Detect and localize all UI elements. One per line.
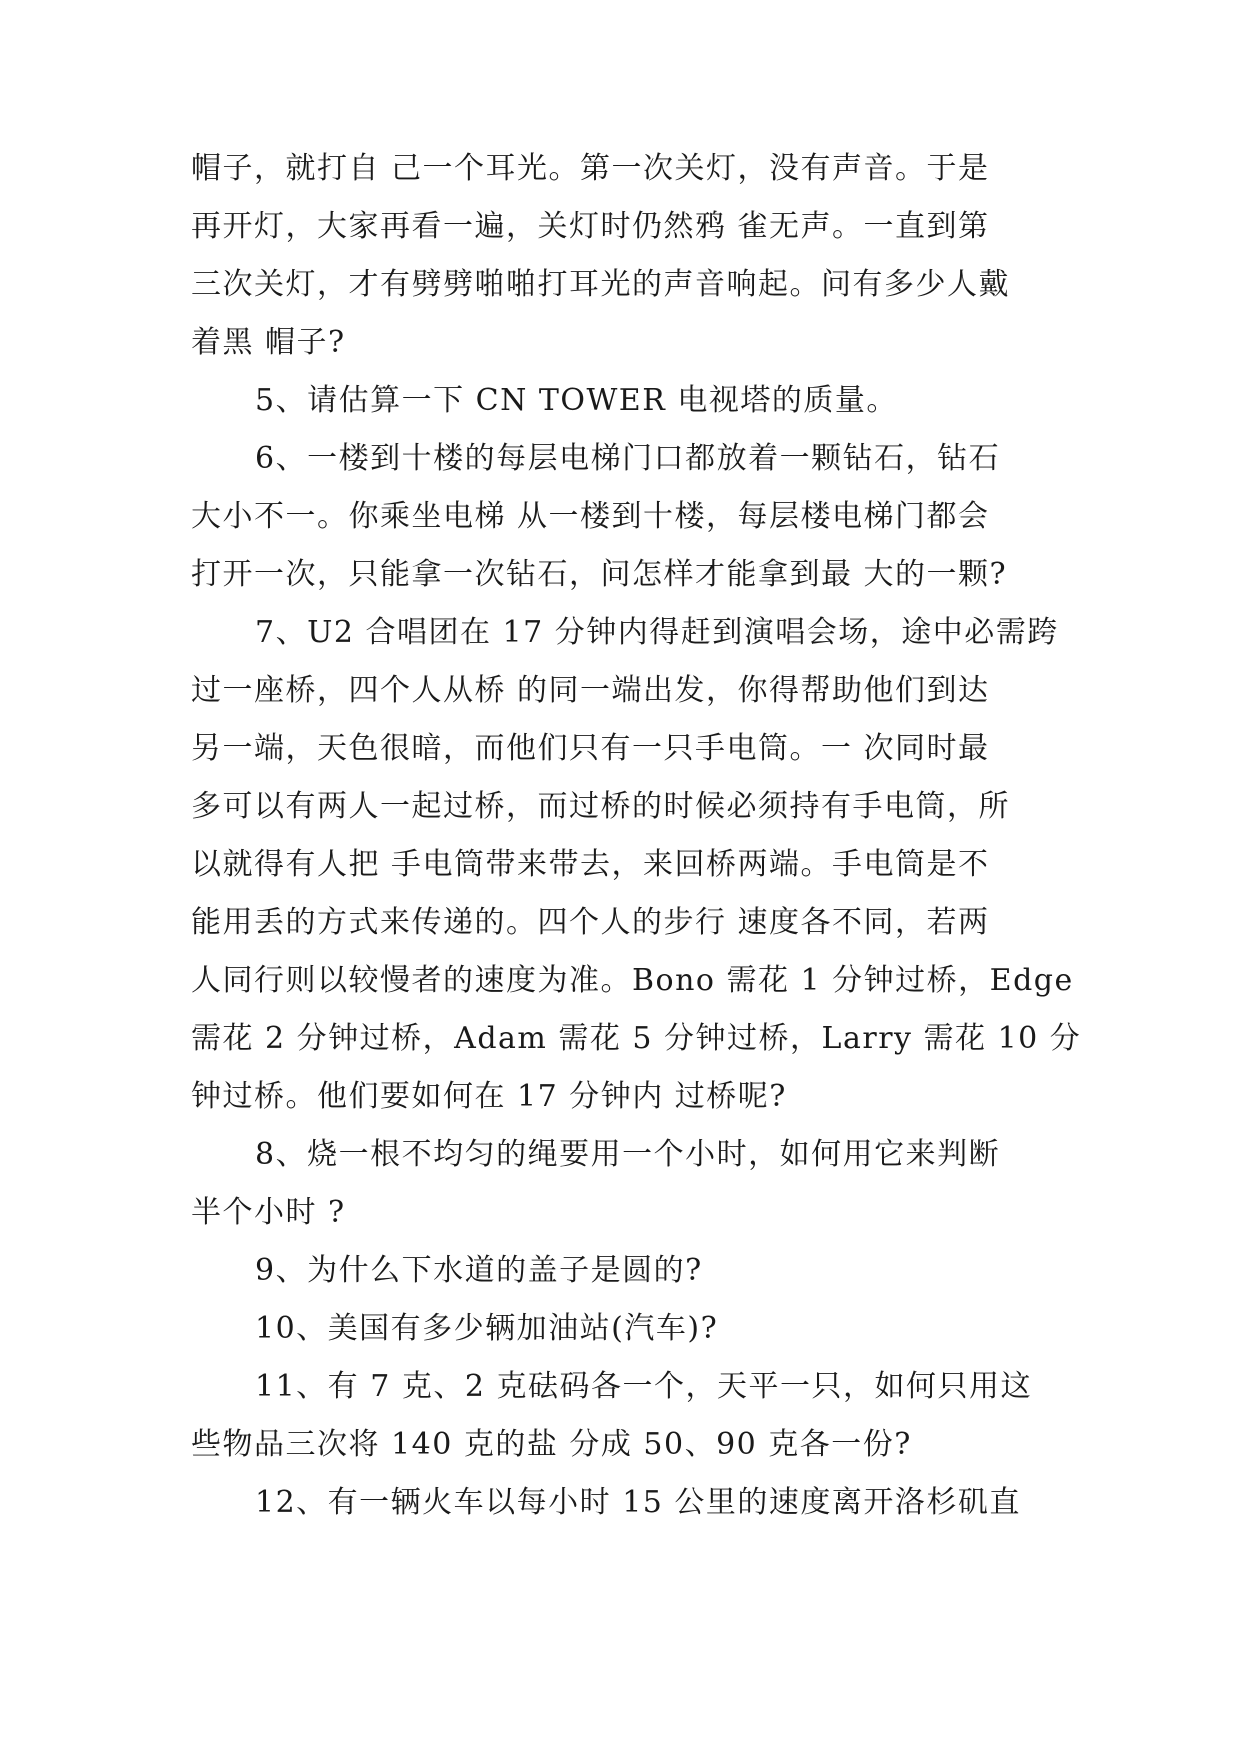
text-line: 过一座桥，四个人从桥 的同一端出发，你得帮助他们到达 (191, 673, 990, 708)
text-line: 半个小时 ? (191, 1195, 346, 1230)
text-line: 需花 2 分钟过桥，Adam 需花 5 分钟过桥，Larry 需花 10 分 (191, 1021, 1082, 1056)
question-8: 8、烧一根不均匀的绳要用一个小时，如何用它来判断 (255, 1137, 1001, 1172)
text-line: 大小不一。你乘坐电梯 从一楼到十楼，每层楼电梯门都会 (191, 499, 990, 534)
text-line: 能用丢的方式来传递的。四个人的步行 速度各不同，若两 (191, 905, 990, 940)
question-5: 5、请估算一下 CN TOWER 电视塔的质量。 (255, 383, 898, 418)
text-line: 另一端，天色很暗，而他们只有一只手电筒。一 次同时最 (191, 731, 990, 766)
text-line: 以就得有人把 手电筒带来带去，来回桥两端。手电筒是不 (191, 847, 990, 882)
text-line: 再开灯，大家再看一遍，关灯时仍然鸦 雀无声。一直到第 (191, 209, 990, 244)
question-6: 6、一楼到十楼的每层电梯门口都放着一颗钻石，钻石 (255, 441, 1001, 476)
text-line: 人同行则以较慢者的速度为准。Bono 需花 1 分钟过桥，Edge (191, 963, 1074, 998)
question-10: 10、美国有多少辆加油站(汽车)? (255, 1311, 719, 1346)
document-page (191, 140, 1082, 1532)
text-line: 些物品三次将 140 克的盐 分成 50、90 克各一份? (191, 1427, 912, 1462)
question-11: 11、有 7 克、2 克砝码各一个，天平一只，如何只用这 (255, 1369, 1032, 1404)
question-12: 12、有一辆火车以每小时 15 公里的速度离开洛杉矶直 (255, 1485, 1021, 1520)
text-line: 钟过桥。他们要如何在 17 分钟内 过桥呢? (191, 1079, 787, 1114)
text-line: 着黑 帽子? (191, 325, 346, 360)
text-line: 打开一次，只能拿一次钻石，问怎样才能拿到最 大的一颗? (191, 557, 1008, 592)
text-line: 多可以有两人一起过桥，而过桥的时候必须持有手电筒，所 (191, 789, 1010, 824)
text-line: 帽子，就打自 己一个耳光。第一次关灯，没有声音。于是 (191, 151, 990, 186)
text-line: 三次关灯，才有劈劈啪啪打耳光的声音响起。问有多少人戴 (191, 267, 1010, 302)
question-9: 9、为什么下水道的盖子是圆的? (255, 1253, 703, 1288)
question-7: 7、U2 合唱团在 17 分钟内得赶到演唱会场，途中必需跨 (255, 615, 1059, 650)
